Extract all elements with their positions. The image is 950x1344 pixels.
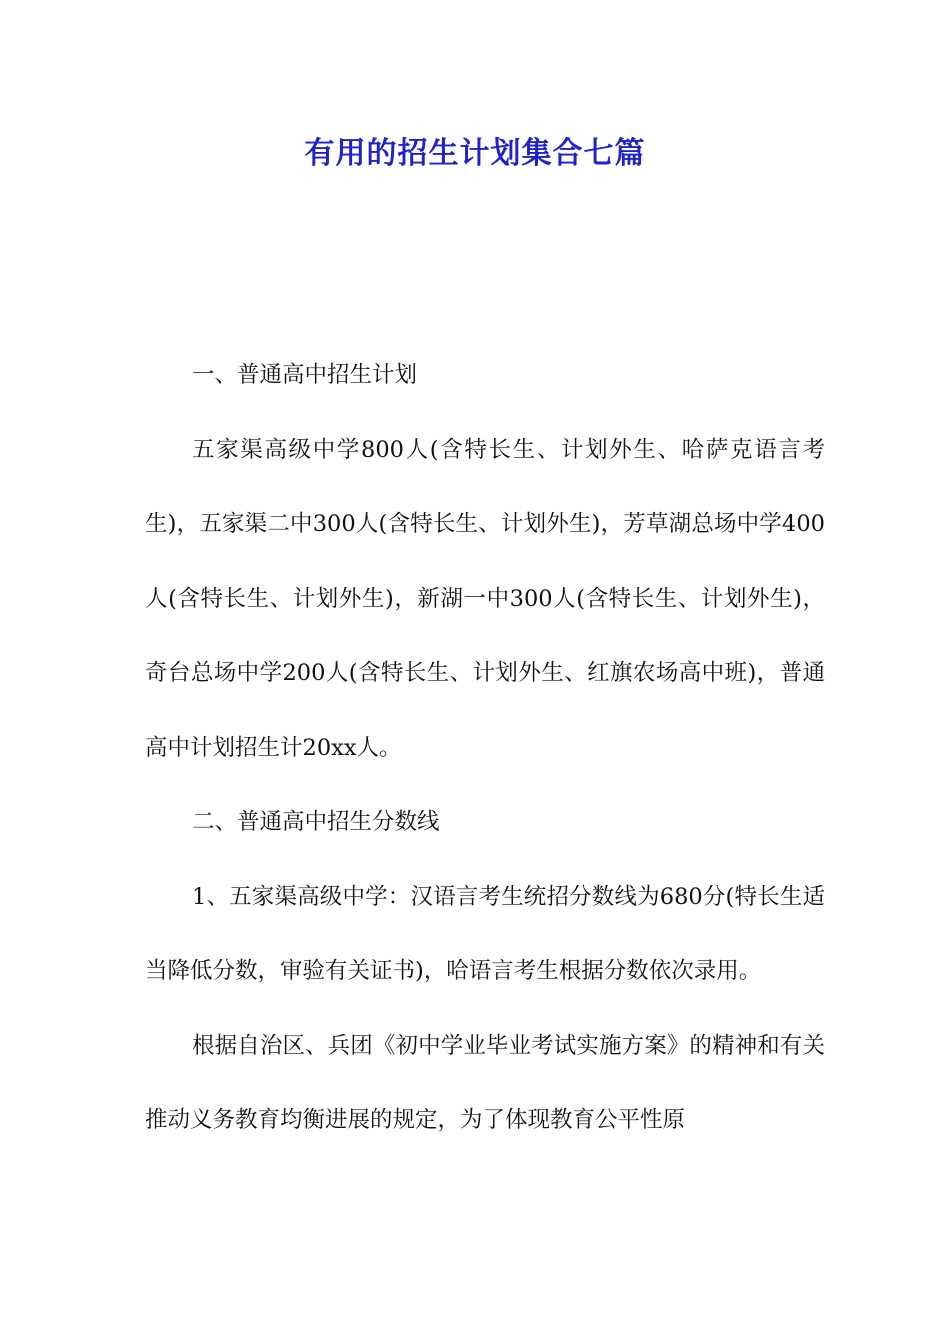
paragraph-policy: 根据自治区、兵团《初中学业毕业考试实施方案》的精神和有关推动义务教育均衡进展的规定，为了体现教育公平性原 [145, 1032, 825, 1133]
section-heading-2: 二、普通高中招生分数线 [192, 809, 440, 835]
paragraph-enrollment-plan: 五家渠高级中学800人(含特长生、计划外生、哈萨克语言考生)，五家渠二中300人(含特长生、计划外生)，芳草湖总场中学400人(含特长生、计划外生)，新湖一中300人(含特长生、计划外生)，奇台总场中学200人(含特长生、计划外生、红旗农场高中班)，普通高中计划招生计20xx人。 [145, 436, 825, 761]
document-title: 有用的招生计划集合七篇 [304, 136, 646, 171]
paragraph-score-line: 1、五家渠高级中学：汉语言考生统招分数线为680分(特长生适当降低分数，审验有关证书)，哈语言考生根据分数依次录用。 [145, 883, 825, 984]
section-heading-1: 一、普通高中招生计划 [192, 362, 418, 388]
document-body [145, 338, 825, 1158]
